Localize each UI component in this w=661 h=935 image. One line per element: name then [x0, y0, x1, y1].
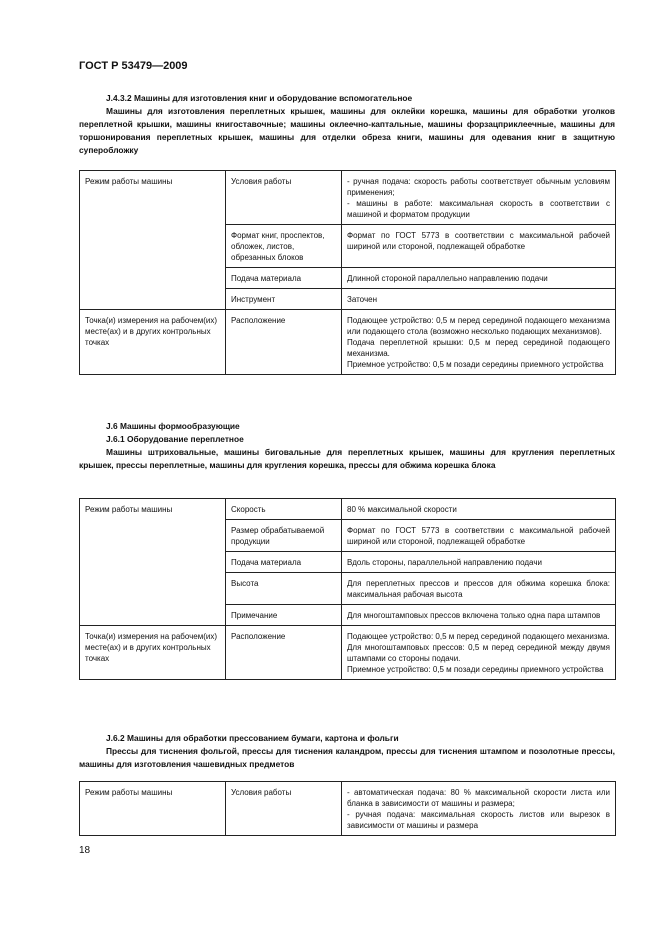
section-description: Машины штриховальные, машины биговальные для переплетных крышек, машины для кругления переплетных крышек, прессы переплетные, машины для кругления корешка, прессы для обжима корешка блока [79, 447, 615, 470]
measurement-point-cell: Точка(и) измерения на рабочем(их) месте(ах) и в других контрольных точках [80, 626, 226, 680]
parameters-table-2 [79, 498, 616, 680]
mode-label-cell: Режим работы машины [80, 499, 226, 626]
section-description: Машины для изготовления переплетных крышек, машины для оклейки корешка, машины для обработки уголков переплетной крышки, машины книгоставочные; машины оклеечно-каптальные, машины форзацприклеечные, машины для торшонирования переплетных крышек, машины для отделки обреза книги, машины для одевания книг в защитную суперобложку [79, 106, 615, 155]
value-line: - ручная подача: максимальная скорость листов или вырезок в зависимости от машины и размера [347, 810, 610, 830]
param-cell: Условия работы [226, 782, 342, 836]
section-heading: J.6 Машины формообразующие [106, 421, 240, 431]
param-cell: Подача материала [226, 552, 342, 573]
value-cell: Для многоштамповых прессов включена только одна пара штампов [342, 605, 616, 626]
value-cell [342, 310, 616, 375]
table-row [80, 626, 616, 680]
table-row [80, 782, 616, 836]
parameters-table-1 [79, 170, 616, 375]
mode-label-cell: Режим работы машины [80, 782, 226, 836]
param-cell: Подача материала [226, 268, 342, 289]
subsection-heading: J.6.1 Оборудование переплетное [106, 434, 244, 444]
value-line: Для многоштамповых прессов: 0,5 м перед серединой между двумя штампами со стороны подачи. [347, 643, 610, 663]
value-cell: Для переплетных прессов и прессов для обжима корешка блока: максимальная рабочая высота [342, 573, 616, 605]
section-j4-3-2 [79, 92, 615, 157]
param-cell: Размер обрабатываемой продукции [226, 520, 342, 552]
value-line: Подающее устройство: 0,5 м перед серединой подающего механизма. [347, 632, 610, 641]
param-cell: Расположение [226, 626, 342, 680]
table-row [80, 499, 616, 520]
param-cell: Расположение [226, 310, 342, 375]
param-cell: Скорость [226, 499, 342, 520]
measurement-point-cell: Точка(и) измерения на рабочем(их) месте(ах) и в других контрольных точках [80, 310, 226, 375]
section-heading: J.4.3.2 Машины для изготовления книг и оборудование вспомогательное [106, 93, 413, 103]
value-line: - машины в работе: максимальная скорость в соответствии с машиной и форматом продукции [347, 199, 610, 219]
value-cell [342, 171, 616, 225]
page-number: 18 [79, 845, 91, 856]
param-cell: Инструмент [226, 289, 342, 310]
value-cell [342, 626, 616, 680]
value-line: Приемное устройство: 0,5 м позади середины приемного устройства [347, 665, 604, 674]
parameters-table-3 [79, 781, 616, 836]
param-cell: Условия работы [226, 171, 342, 225]
value-cell: Формат по ГОСТ 5773 в соответствии с максимальной рабочей шириной или стороной, подлежащей обработке [342, 520, 616, 552]
section-j6-2 [79, 732, 615, 771]
document-code: ГОСТ Р 53479—2009 [79, 60, 188, 72]
section-j6 [79, 420, 615, 472]
value-line: Приемное устройство: 0,5 м позади середины приемного устройства [347, 360, 604, 369]
section-heading: J.6.2 Машины для обработки прессованием бумаги, картона и фольги [106, 733, 399, 743]
param-cell: Формат книг, проспектов, обложек, листов, обрезанных блоков [226, 225, 342, 268]
value-cell: 80 % максимальной скорости [342, 499, 616, 520]
value-line: - автоматическая подача: 80 % максимальной скорости листа или бланка в зависимости от машины и размера; [347, 788, 610, 808]
section-description: Прессы для тиснения фольгой, прессы для тиснения каландром, прессы для тиснения штампом и позолотные прессы, машины для изготовления чашевидных предметов [79, 746, 615, 769]
value-cell: Заточен [342, 289, 616, 310]
value-line: Подающее устройство: 0,5 м перед серединой подающего механизма или подающего стола (возможно несколько подающих механизмов). [347, 316, 610, 336]
param-cell: Примечание [226, 605, 342, 626]
value-line: - ручная подача: скорость работы соответствует обычным условиям применения; [347, 177, 610, 197]
value-cell: Вдоль стороны, параллельной направлению подачи [342, 552, 616, 573]
value-line: Подача переплетной крышки: 0,5 м перед серединой подающего механизма. [347, 338, 610, 358]
table-row [80, 171, 616, 225]
value-cell [342, 782, 616, 836]
table-row [80, 310, 616, 375]
param-cell: Высота [226, 573, 342, 605]
value-cell: Формат по ГОСТ 5773 в соответствии с максимальной рабочей шириной или стороной, подлежащей обработке [342, 225, 616, 268]
value-cell: Длинной стороной параллельно направлению подачи [342, 268, 616, 289]
mode-label-cell: Режим работы машины [80, 171, 226, 310]
